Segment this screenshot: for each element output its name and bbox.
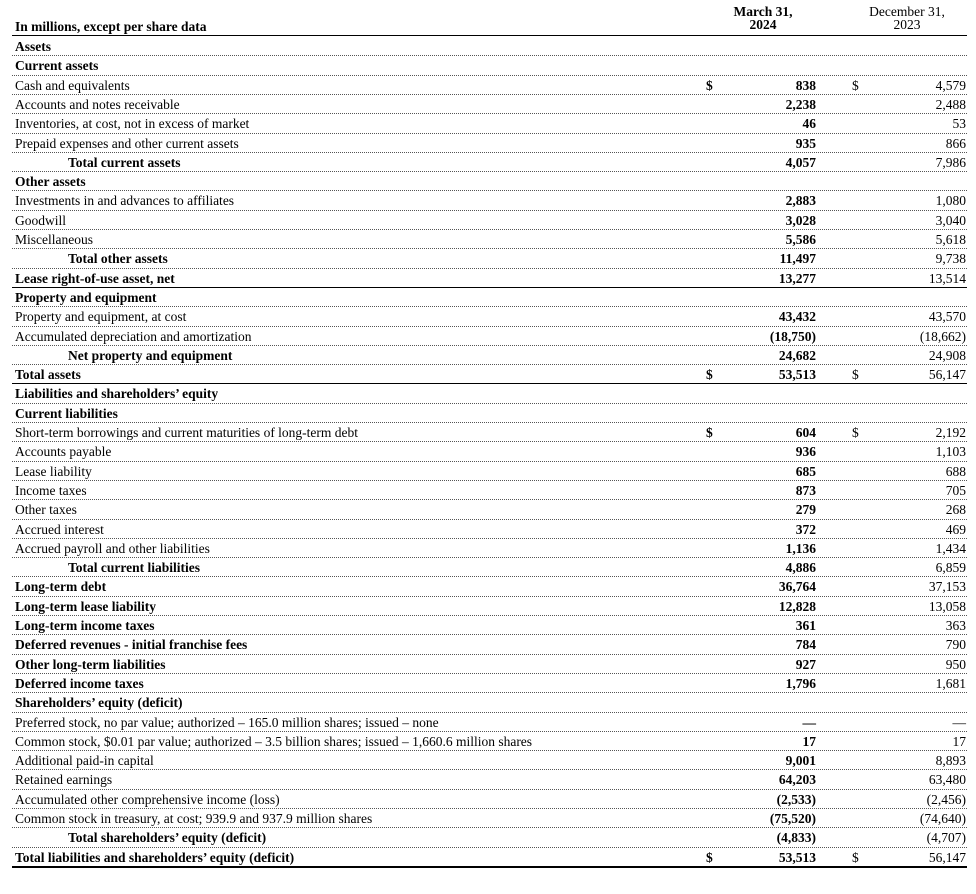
value-december-2023: 37,153 <box>928 579 966 595</box>
row-rule <box>12 229 967 230</box>
row-label: Accrued payroll and other liabilities <box>15 540 210 556</box>
row-label: Assets <box>15 39 51 54</box>
dollar-sign: $ <box>706 77 713 93</box>
value-december-2023: 8,893 <box>935 753 966 769</box>
row-label: Income taxes <box>15 482 87 498</box>
row-rule <box>12 808 967 809</box>
value-march-2024: — <box>802 714 816 730</box>
value-march-2024: 372 <box>795 521 816 537</box>
row-rule <box>12 576 967 577</box>
value-march-2024: 53,513 <box>778 367 816 383</box>
value-march-2024: (2,533) <box>776 791 816 807</box>
value-december-2023: 1,681 <box>935 675 966 691</box>
value-march-2024: (75,520) <box>769 811 816 826</box>
row-rule <box>12 422 967 423</box>
row-label: Total other assets <box>68 251 168 267</box>
row-label: Long-term income taxes <box>15 618 155 633</box>
row-label: Net property and equipment <box>68 347 233 363</box>
row-rule <box>12 268 967 269</box>
row-rule <box>12 673 967 674</box>
value-december-2023: 2,192 <box>935 425 966 440</box>
row-label: Property and equipment <box>15 289 157 305</box>
value-december-2023: 2,488 <box>935 96 966 112</box>
value-december-2023: 6,859 <box>935 560 966 576</box>
value-december-2023: (18,662) <box>919 328 966 344</box>
row-label: Additional paid-in capital <box>15 753 154 769</box>
value-march-2024: 5,586 <box>785 232 816 247</box>
header-label <box>15 20 207 33</box>
row-rule <box>12 152 967 153</box>
value-march-2024: 604 <box>795 425 816 440</box>
row-label: Long-term lease liability <box>15 598 156 614</box>
row-label: Accumulated depreciation and amortization <box>15 328 252 344</box>
row-rule <box>12 712 967 713</box>
column-header-march-2024 <box>713 5 813 31</box>
value-march-2024: 685 <box>795 463 816 479</box>
value-december-2023: 469 <box>945 521 966 537</box>
value-march-2024: 1,796 <box>785 675 816 691</box>
row-label: Total current liabilities <box>68 560 201 576</box>
value-march-2024: 36,764 <box>778 579 816 595</box>
row-rule <box>12 789 967 790</box>
value-december-2023: 43,570 <box>928 309 966 325</box>
column-header-line1: December 31, <box>869 4 945 19</box>
value-december-2023: (2,456) <box>926 791 966 807</box>
row-label: Liabilities and shareholders’ equity <box>15 386 219 402</box>
row-label: Accounts payable <box>15 444 112 460</box>
row-rule <box>12 210 967 211</box>
value-march-2024: 935 <box>795 135 816 151</box>
row-label: Accumulated other comprehensive income (loss) <box>15 791 280 807</box>
row-label: Lease right-of-use asset, net <box>15 270 175 286</box>
value-december-2023: 268 <box>945 502 966 518</box>
value-december-2023: 790 <box>945 637 966 653</box>
row-rule <box>12 538 967 539</box>
value-december-2023: 1,434 <box>935 540 966 556</box>
value-december-2023: 13,514 <box>928 270 966 286</box>
row-rule <box>12 692 967 693</box>
value-march-2024: 2,238 <box>785 96 816 112</box>
value-march-2024: 11,497 <box>779 251 816 267</box>
value-march-2024: 1,136 <box>785 540 816 556</box>
row-rule <box>12 248 967 249</box>
row-rule <box>12 866 967 868</box>
value-march-2024: 3,028 <box>785 212 816 228</box>
row-label: Investments in and advances to affiliates <box>15 193 235 209</box>
row-rule <box>12 364 967 365</box>
row-rule <box>12 827 967 828</box>
row-label: Deferred revenues - initial franchise fees <box>15 637 248 653</box>
row-label: Goodwill <box>15 212 67 228</box>
row-rule <box>12 769 967 770</box>
row-rule <box>12 94 967 95</box>
value-march-2024: 936 <box>795 444 816 460</box>
row-label: Prepaid expenses and other current assets <box>15 135 239 151</box>
value-december-2023: 688 <box>945 463 966 479</box>
value-december-2023: 63,480 <box>928 772 966 788</box>
row-rule <box>12 557 967 558</box>
value-december-2023: 3,040 <box>935 212 966 228</box>
dollar-sign: $ <box>706 425 713 440</box>
row-label: Long-term debt <box>15 579 107 595</box>
row-label: Total shareholders’ equity (deficit) <box>68 830 267 846</box>
column-header-line2: 2023 <box>893 17 921 32</box>
dollar-sign: $ <box>706 367 713 383</box>
header-rule <box>12 35 967 36</box>
row-label: Cash and equivalents <box>15 77 130 93</box>
value-march-2024: 17 <box>802 733 816 749</box>
row-label: Miscellaneous <box>15 232 93 247</box>
value-march-2024: 838 <box>795 77 816 93</box>
value-december-2023: 950 <box>945 656 966 672</box>
value-march-2024: 873 <box>795 482 816 498</box>
value-march-2024: 784 <box>795 637 816 653</box>
row-label: Inventories, at cost, not in excess of market <box>15 116 250 132</box>
row-rule <box>12 113 967 114</box>
row-label: Current assets <box>15 58 99 74</box>
row-rule <box>12 654 967 655</box>
row-label: Short-term borrowings and current maturities of long-term debt <box>15 425 359 440</box>
column-header-line1: March 31, <box>733 4 793 19</box>
value-march-2024: (4,833) <box>776 830 816 846</box>
value-december-2023: 1,103 <box>935 444 966 460</box>
dollar-sign: $ <box>852 77 859 93</box>
value-december-2023: 5,618 <box>935 232 966 247</box>
value-march-2024: 2,883 <box>785 193 816 209</box>
row-label: Shareholders’ equity (deficit) <box>15 695 183 711</box>
row-rule <box>12 634 967 635</box>
value-march-2024: 361 <box>795 618 816 633</box>
value-march-2024: 279 <box>795 502 816 518</box>
row-label: Preferred stock, no par value; authorized – 165.0 million shares; issued – none <box>15 714 439 730</box>
value-march-2024: 4,057 <box>785 154 816 170</box>
row-rule <box>12 750 967 751</box>
value-december-2023: 7,986 <box>935 154 966 170</box>
value-december-2023: — <box>952 714 966 730</box>
row-rule <box>12 615 967 616</box>
row-label: Other taxes <box>15 502 77 518</box>
row-rule <box>12 461 967 462</box>
row-rule <box>12 287 967 288</box>
row-rule <box>12 403 967 404</box>
column-header-line2: 2024 <box>749 17 777 32</box>
dollar-sign: $ <box>852 849 859 865</box>
dollar-sign: $ <box>852 425 859 440</box>
row-label: Other assets <box>15 174 86 190</box>
value-march-2024: 9,001 <box>785 753 816 769</box>
value-december-2023: 53 <box>952 116 966 132</box>
row-rule <box>12 441 967 442</box>
row-label: Total current assets <box>68 154 181 170</box>
row-rule <box>12 596 967 597</box>
value-march-2024: 12,828 <box>778 598 816 614</box>
value-march-2024: 927 <box>795 656 816 672</box>
column-header-december-2023 <box>852 5 962 31</box>
row-rule <box>12 326 967 327</box>
row-label: Property and equipment, at cost <box>15 309 187 325</box>
dollar-sign: $ <box>706 849 713 865</box>
value-march-2024: (18,750) <box>769 328 816 344</box>
row-rule <box>12 345 967 346</box>
value-december-2023: 866 <box>945 135 966 151</box>
row-rule <box>12 731 967 732</box>
row-label: Total liabilities and shareholders’ equity (deficit) <box>15 849 295 865</box>
value-december-2023: 13,058 <box>928 598 966 614</box>
value-december-2023: 363 <box>945 618 966 633</box>
row-label: Common stock, $0.01 par value; authorized – 3.5 billion shares; issued – 1,660.6 million shares <box>15 733 533 749</box>
row-label: Deferred income taxes <box>15 675 144 691</box>
row-rule <box>12 480 967 481</box>
row-rule <box>12 383 967 384</box>
row-label: Accrued interest <box>15 521 104 537</box>
row-label: Accounts and notes receivable <box>15 96 180 112</box>
value-march-2024: 13,277 <box>778 270 816 286</box>
row-rule <box>12 306 967 307</box>
dollar-sign: $ <box>852 367 859 383</box>
value-december-2023: 4,579 <box>935 77 966 93</box>
value-december-2023: 9,738 <box>935 251 966 267</box>
row-rule <box>12 171 967 172</box>
row-label: Lease liability <box>15 463 92 479</box>
row-rule <box>12 519 967 520</box>
row-rule <box>12 190 967 191</box>
row-label: Common stock in treasury, at cost; 939.9 and 937.9 million shares <box>15 811 373 826</box>
row-rule <box>12 847 967 848</box>
header-label-text: In millions, except per share data <box>15 19 207 34</box>
value-december-2023: (74,640) <box>919 811 966 826</box>
row-label: Total assets <box>15 367 81 383</box>
value-march-2024: 53,513 <box>778 849 816 865</box>
value-december-2023: 1,080 <box>935 193 966 209</box>
value-march-2024: 24,682 <box>778 347 816 363</box>
row-rule <box>12 75 967 76</box>
value-march-2024: 43,432 <box>778 309 816 325</box>
value-december-2023: 24,908 <box>928 347 966 363</box>
row-rule <box>12 133 967 134</box>
value-december-2023: 56,147 <box>928 849 966 865</box>
value-march-2024: 4,886 <box>785 560 816 576</box>
value-december-2023: 705 <box>945 482 966 498</box>
row-label: Other long-term liabilities <box>15 656 166 672</box>
value-december-2023: (4,707) <box>926 830 966 846</box>
row-rule <box>12 55 967 56</box>
value-december-2023: 56,147 <box>928 367 966 383</box>
value-march-2024: 64,203 <box>778 772 816 788</box>
value-december-2023: 17 <box>952 733 966 749</box>
row-label: Current liabilities <box>15 405 118 421</box>
row-rule <box>12 499 967 500</box>
row-label: Retained earnings <box>15 772 113 788</box>
value-march-2024: 46 <box>802 116 816 132</box>
